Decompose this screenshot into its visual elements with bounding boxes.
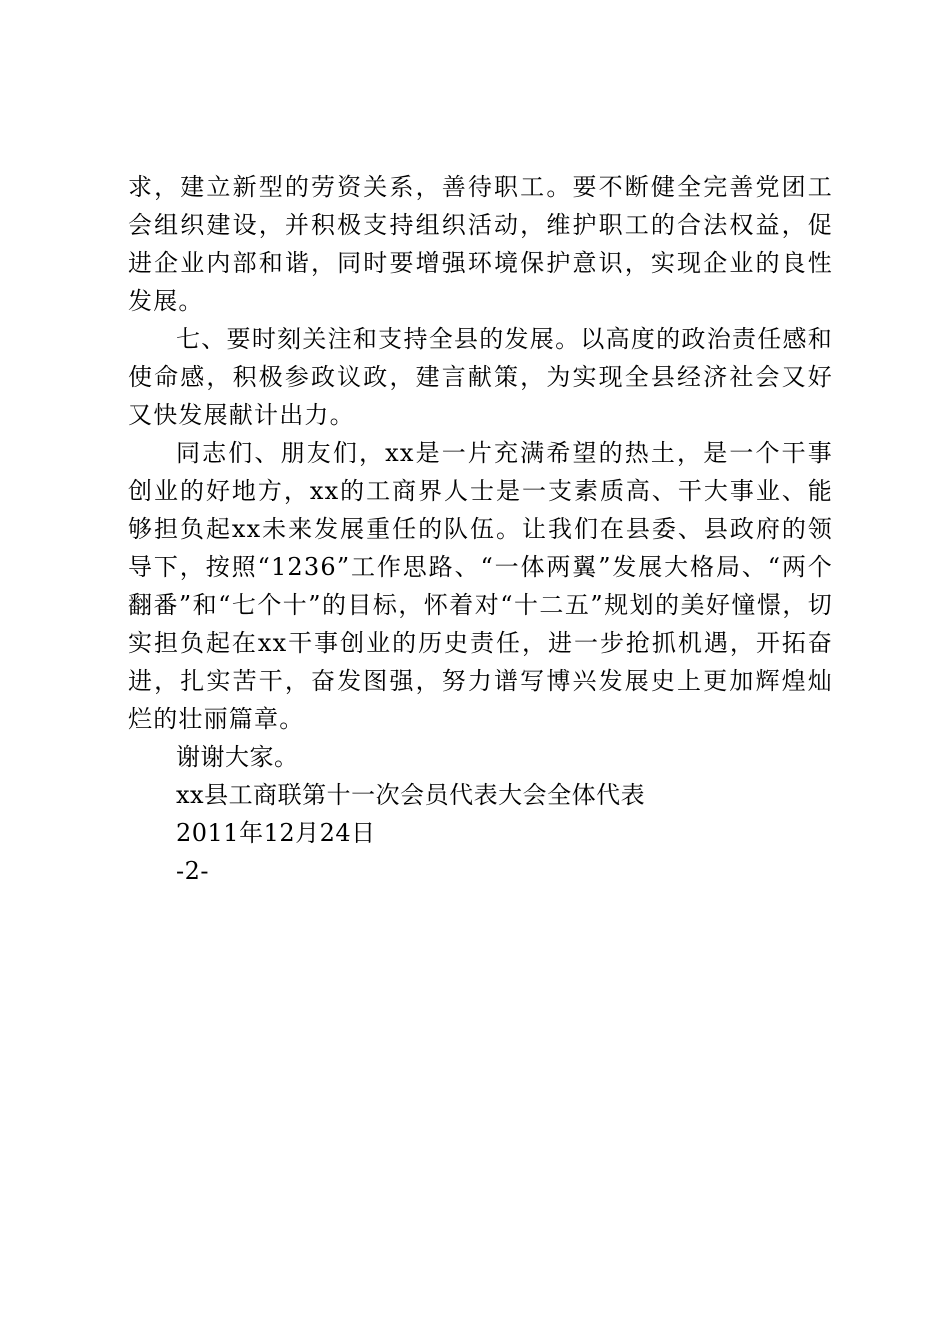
paragraph-continuation: 求，建立新型的劳资关系，善待职工。要不断健全完善党团工会组织建设，并积极支持组织活动，维护职工的合法权益，促进企业内部和谐，同时要增强环境保护意识，实现企业的良性发展。: [128, 173, 833, 315]
paragraph-seven: 七、要时刻关注和支持全县的发展。以高度的政治责任感和使命感，积极参政议政，建言献策，为实现全县经济社会又好又快发展献计出力。: [128, 325, 833, 429]
date: 2011年12月24日: [176, 819, 376, 847]
paragraph-comrades: 同志们、朋友们，xx是一片充满希望的热土，是一个干事创业的好地方，xx的工商界人士是一支素质高、干大事业、能够担负起xx未来发展重任的队伍。让我们在县委、县政府的领导下，按照“1236”工作思路、“一体两翼”发展大格局、“两个翻番”和“七个十”的目标，怀着对“十二五”规划的美好憧憬，切实担负起在xx干事创业的历史责任，进一步抢抓机遇，开拓奋进，扎实苦干，奋发图强，努力谱写博兴发展史上更加辉煌灿烂的壮丽篇章。: [128, 439, 833, 733]
closing-thanks: 谢谢大家。: [176, 743, 299, 771]
signature: xx县工商联第十一次会员代表大会全体代表: [176, 781, 646, 809]
page-number: -2-: [176, 857, 209, 885]
document-body: [128, 168, 833, 890]
